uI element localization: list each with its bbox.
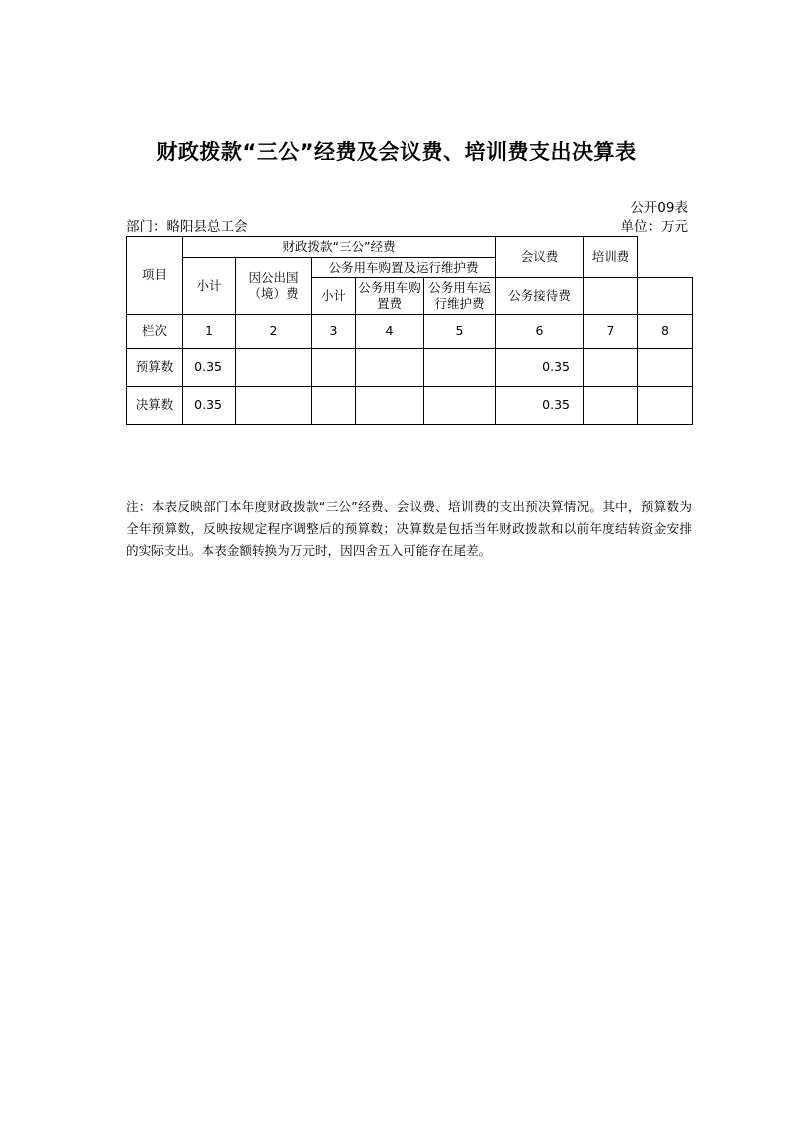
cell-text: 0.35: [194, 359, 222, 375]
column-number: 2: [236, 314, 312, 348]
cell-value: [183, 348, 236, 386]
cell-value: [312, 348, 356, 386]
sheet-code: 公开09表: [630, 200, 688, 216]
table-header-row-1: [127, 237, 693, 258]
cell-value: [236, 348, 312, 386]
cell-value: [496, 386, 584, 424]
cell-value: [496, 348, 584, 386]
table-row: [127, 348, 693, 386]
column-number: 5: [424, 314, 496, 348]
cell-value: [356, 348, 424, 386]
cell-text: 0.35: [542, 397, 571, 413]
cell-text: 0.35: [194, 397, 222, 413]
header-training: 培训费: [584, 237, 638, 278]
header-vehicle-purchase: 公务用车购置费: [356, 278, 424, 314]
column-number: 7: [584, 314, 638, 348]
header-vehicle-maintain: 公务用车运行维护费: [424, 278, 496, 314]
page-title: 财政拨款“三公”经费及会议费、培训费支出决算表: [156, 140, 637, 164]
header-meeting-spacer: [584, 278, 638, 314]
cell-value: [424, 386, 496, 424]
header-item: 项目: [127, 237, 183, 315]
cell-value: [638, 348, 693, 386]
header-reception: 公务接待费: [496, 278, 584, 314]
header-meeting: 会议费: [496, 237, 584, 278]
column-number: 6: [496, 314, 584, 348]
header-abroad: 因公出国（境）费: [236, 257, 312, 314]
header-training-spacer: [638, 278, 693, 314]
cell-value: [584, 348, 638, 386]
header-subtotal: 小计: [183, 257, 236, 314]
unit-label: 单位：万元: [620, 219, 688, 235]
cell-value: [236, 386, 312, 424]
department-label: 部门：略阳县总工会: [126, 219, 248, 235]
table-row: [127, 386, 693, 424]
budget-table: [126, 236, 693, 425]
table-row-column-numbers: [127, 314, 693, 348]
cell-value: [183, 386, 236, 424]
column-number: 4: [356, 314, 424, 348]
column-number: 1: [183, 314, 236, 348]
table-footnote: 注：本表反映部门本年度财政拨款“三公”经费、会议费、培训费的支出预决算情况。其中，预算数为全年预算数，反映按规定程序调整后的预算数；决算数是包括当年财政拨款和以前年度结转资金安排的实际支出。本表金额转换为万元时，因四舍五入可能存在尾差。: [126, 499, 692, 559]
cell-value: [312, 386, 356, 424]
header-group-sangong: 财政拨款“三公”经费: [183, 237, 496, 258]
row-label-column-index: 栏次: [127, 314, 183, 348]
row-label-budget: 预算数: [127, 348, 183, 386]
header-vehicle-group: 公务用车购置及运行维护费: [312, 257, 496, 278]
cell-value: [424, 348, 496, 386]
column-number: 3: [312, 314, 356, 348]
column-number: 8: [638, 314, 693, 348]
row-label-final: 决算数: [127, 386, 183, 424]
header-vehicle-subtotal: 小计: [312, 278, 356, 314]
cell-value: [584, 386, 638, 424]
cell-value: [356, 386, 424, 424]
cell-value: [638, 386, 693, 424]
cell-text: 0.35: [542, 359, 571, 375]
